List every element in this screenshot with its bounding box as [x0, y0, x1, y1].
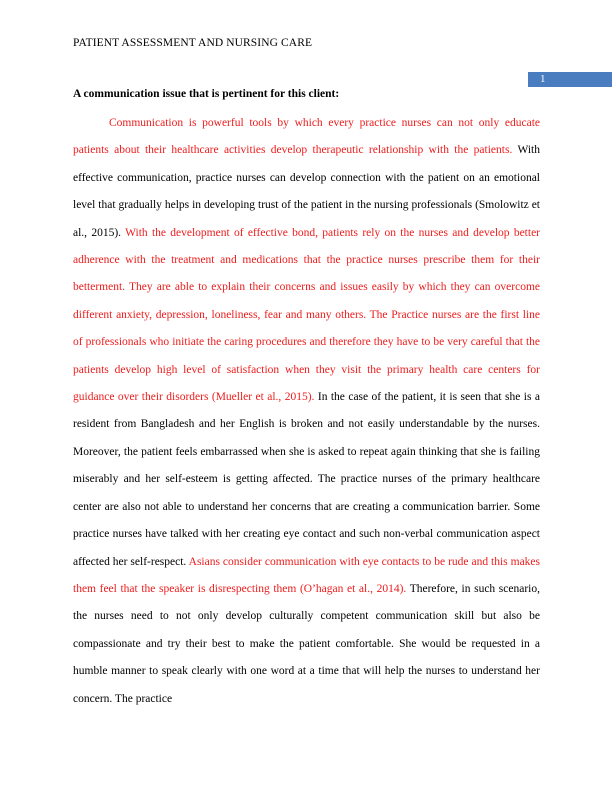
body-paragraph — [73, 110, 540, 713]
text-segment: With effective communication, practice nurses can develop connection with the patient on an emotional level that gradually helps in developing trust of the patient in the nursing professionals (Smolowitz et al., 2015). — [73, 144, 540, 239]
page-number: 1 — [528, 72, 612, 87]
text-segment-highlighted: Communication is powerful tools by which every practice nurses can not only educate patients about their healthcare activities develop therapeutic relationship with the patients. — [73, 117, 540, 157]
text-segment: In the case of the patient, it is seen that she is a resident from Bangladesh and her English is broken and not easily understandable by the nurses. Moreover, the patient feels embarrassed when she is asked to repeat again thinking that she is failing miserably and her self-esteem is getting affected. The practice nurses of the primary healthcare center are also not able to understand her concerns that are creating a communication barrier. Some practice nurses have talked with her creating eye contact and such non-verbal communication aspect affected her self-respect. — [73, 391, 540, 568]
running-head: PATIENT ASSESSMENT AND NURSING CARE — [73, 37, 313, 49]
text-segment-highlighted: Asians consider communication with eye contacts to be rude and this makes them feel that the speaker is disrespecting them (O’hagan et al., 2014). — [73, 555, 540, 595]
text-segment-highlighted: With the development of effective bond, patients rely on the nurses and develop better adherence with the treatment and medications that the practice nurses prescribe them for their betterment. They are able to explain their concerns and issues easily by which they can overcome different anxiety, depression, loneliness, fear and many others. The Practice nurses are the first line of professionals who initiate the caring procedures and therefore they have to be very careful that the patients develop high level of satisfaction when they visit the primary health care centers for guidance over their disorders (Mueller et al., 2015). — [73, 226, 541, 404]
text-segment: Therefore, in such scenario, the nurses need to not only develop culturally competent communication skill but also be compassionate and try their best to make the patient comfortable. She would be requested in a humble manner to speak clearly with one word at a time that will help the nurses to understand her concern. The practice — [73, 582, 540, 705]
section-heading: A communication issue that is pertinent for this client: — [73, 88, 340, 100]
